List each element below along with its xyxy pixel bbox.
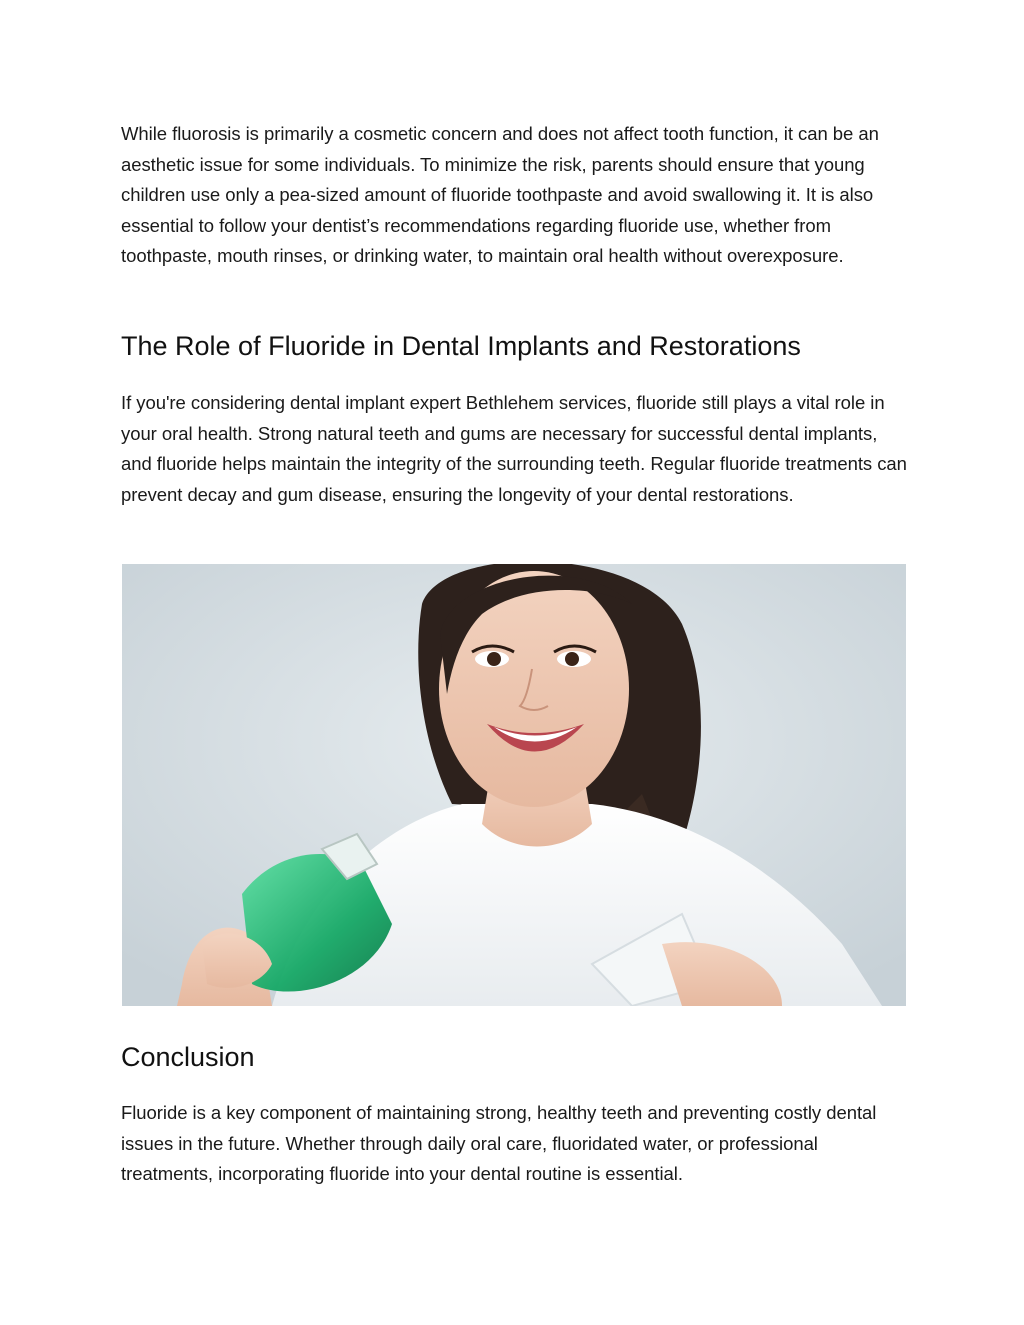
conclusion-paragraph: Fluoride is a key component of maintaining strong, healthy teeth and preventing costly dental issues in the future. Whether through daily oral care, fluoridated water, or professional treatments, incorporating fluoride into your dental routine is essential. xyxy=(121,1102,877,1185)
fluorosis-paragraph: While fluorosis is primarily a cosmetic concern and does not affect tooth function, it can be an aesthetic issue for some individuals. To minimize the risk, parents should ensure that young children use only a pea-sized amount of fluoride toothpaste and avoid swallowing it. It is also essential to follow your dentist’s recommendations regarding fluoride use, whether from toothpaste, mouth rinses, or drinking water, to maintain oral health without overexposure. xyxy=(121,123,879,267)
implants-paragraph: If you're considering dental implant expert Bethlehem services, fluoride still plays a vital role in your oral health. Strong natural teeth and gums are necessary for successful dental implants, and fluoride helps maintain the integrity of the surrounding teeth. Regular fluoride treatments can prevent decay and gum disease, ensuring the longevity of your dental restorations. xyxy=(121,392,907,505)
implants-heading: The Role of Fluoride in Dental Implants and Restorations xyxy=(121,331,801,361)
woman-with-mouthwash-photo xyxy=(122,564,906,1006)
conclusion-heading: Conclusion xyxy=(121,1042,255,1072)
